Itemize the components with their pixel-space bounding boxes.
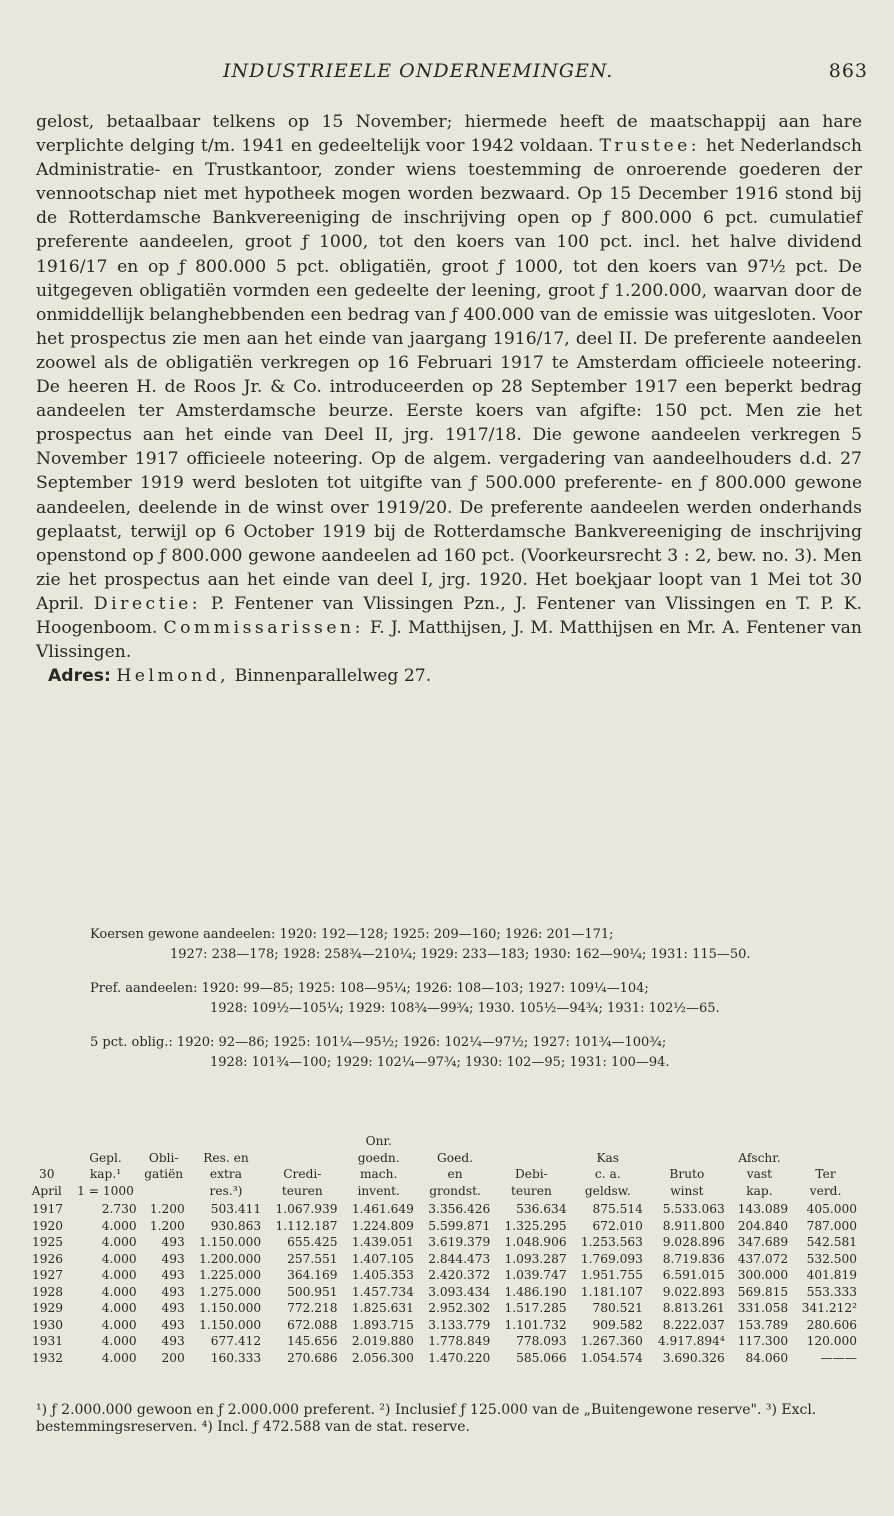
financial-table xyxy=(22,1133,860,1366)
table-header-cell xyxy=(264,1133,340,1150)
table-cell: 3.619.379 xyxy=(428,1235,491,1249)
koersen-gewone xyxy=(90,925,870,965)
row-year-cell: 1917 xyxy=(32,1202,64,1216)
table-header-cell xyxy=(791,1133,860,1150)
koersen-pref-line-1: Pref. aandeelen: 1920: 99—85; 1925: 108—95¼; 1926: 108—103; 1927: 109¼—104; xyxy=(90,981,649,996)
table-cell: 300.000 xyxy=(737,1268,789,1282)
table-cell: 1.405.353 xyxy=(351,1268,414,1282)
table-row xyxy=(22,1333,860,1350)
table-cell: 4.917.894⁴ xyxy=(657,1334,725,1348)
table-header-cell: goedn. xyxy=(357,1150,400,1165)
table-cell: 672.088 xyxy=(287,1317,338,1332)
row-year-cell: 1920 xyxy=(32,1218,64,1233)
table-cell: 2.420.372 xyxy=(428,1268,491,1282)
table-header-cell: Afschr. xyxy=(738,1150,781,1165)
table-header-cell: winst xyxy=(670,1183,704,1198)
table-cell: 331.058 xyxy=(737,1301,789,1315)
table-cell: 553.333 xyxy=(806,1284,857,1299)
table-header-cell xyxy=(646,1133,728,1150)
table-cell: 120.000 xyxy=(806,1334,857,1348)
table-header-cell: grondst. xyxy=(429,1183,481,1198)
table-cell: 1.325.295 xyxy=(504,1218,567,1233)
table-header-cell: geldsw. xyxy=(584,1183,631,1198)
table-cell: 1.112.187 xyxy=(275,1218,338,1233)
table-header-cell: Onr. xyxy=(365,1134,392,1148)
table-header-cell: verd. xyxy=(809,1183,842,1198)
directie-text: P. Fentener van Vlissingen Pzn., J. Fentener van Vlissingen en T. P. K. Hoogenboom. xyxy=(36,593,863,638)
table-cell: 4.000 xyxy=(101,1218,137,1233)
table-header-cell xyxy=(264,1150,340,1167)
row-year-cell: 1928 xyxy=(32,1284,64,1299)
table-cell: 1.181.107 xyxy=(580,1284,643,1299)
table-cell: 1.439.051 xyxy=(351,1235,414,1249)
price-history xyxy=(90,925,870,1087)
table-row xyxy=(22,1267,860,1284)
table-header-cell: Debi- xyxy=(514,1167,548,1181)
table-cell: 493 xyxy=(161,1251,185,1266)
row-year-cell: 1925 xyxy=(32,1235,64,1249)
table-cell: 1.461.649 xyxy=(351,1202,414,1216)
table-header-cell: Ter xyxy=(815,1167,836,1181)
table-cell: 153.789 xyxy=(737,1317,789,1332)
table-cell: 3.133.779 xyxy=(428,1317,491,1332)
page-number: 863 xyxy=(828,60,868,82)
table-cell: 2.952.302 xyxy=(428,1301,491,1315)
table-header-row xyxy=(22,1150,860,1167)
table-cell: 1.517.285 xyxy=(504,1301,567,1315)
body-text-b: het Nederlandsch Administratie- en Trustkantoor, zonder wiens toestemming de onroerende goederen der vennootschap niet met hypotheek mogen worden bezwaard. Op 15 December 1916 stond bij de Rotterdamsche Bankvereeniging de inschrijving open op ƒ 800.000 6 pct. cumulatief preferente aandeelen, groot ƒ 1000, tot den koers van 100 pct. incl. het halve dividend 1916/17 en op ƒ 800.000 5 pct. obligatiën, groot ƒ 1000, tot den koers van 97½ pct. De uitgegeven obligatiën vormden een gedeelte der leening, groot ƒ 1.200.000, waarvan door de onmiddellijk belanghebbenden een bedrag van ƒ 400.000 van de emissie was uitgesloten. Voor het prospectus zie men aan het einde van jaargang 1916/17, deel II. De preferente aandeelen zoowel als de obligatiën verkregen op 16 Februari 1917 te Amsterdam officieele noteering. De heeren H. de Roos Jr. & Co. introduceerden op 28 September 1917 een beperkt bedrag aandeelen ter Amsterdamsche beurze. Eerste koers van afgifte: 150 pct. Men zie het prospectus aan het einde van Deel II, jrg. 1917/18. Die gewone aandeelen verkregen 5 November 1917 officieele noteering. Op de algem. vergadering van aandeelhouders d.d. 27 September 1919 werd besloten tot uitgifte van ƒ 500.000 preferente- en ƒ 800.000 gewone aandeelen, deelende in de winst over 1919/20. De preferente aandeelen werden onderhands geplaatst, terwijl op 6 October 1919 bij de Rotterdamsche Bankvereeniging de inschrijving openstond op ƒ 800.000 gewone aandeelen ad 160 pct. (Voorkeursrecht 3 : 2, bew. no. 3). Men zie het prospectus aan het einde van deel I, jrg. 1920. Het boekjaar loopt van 1 Mei tot 30 April. xyxy=(36,136,862,614)
table-header-row xyxy=(22,1166,860,1183)
table-cell: 4.000 xyxy=(101,1251,137,1266)
table-header-cell: Kas xyxy=(596,1150,620,1165)
table-cell: 4.000 xyxy=(101,1317,137,1332)
koersen-pref xyxy=(90,979,870,1019)
table-header-cell: Goed. xyxy=(437,1150,474,1165)
table-cell: 655.425 xyxy=(287,1235,338,1249)
table-cell: 8.719.836 xyxy=(662,1251,725,1266)
table-row xyxy=(22,1317,860,1334)
table-header-cell: gatiën xyxy=(144,1167,184,1181)
table-cell: 1.893.715 xyxy=(351,1317,414,1332)
table-row xyxy=(22,1350,860,1367)
table-cell: 493 xyxy=(161,1301,185,1315)
table-cell: 569.815 xyxy=(737,1284,789,1299)
table-cell: 160.333 xyxy=(210,1350,262,1365)
table-header-cell xyxy=(71,1133,139,1150)
table-header-row xyxy=(22,1183,860,1202)
table-header-cell: Res. en xyxy=(203,1150,249,1165)
table-cell: 280.606 xyxy=(806,1317,857,1332)
adres-label: Adres: xyxy=(48,666,111,687)
table-header-cell: teuren xyxy=(281,1183,323,1198)
table-cell: 1.253.563 xyxy=(580,1235,643,1249)
table-cell: 500.951 xyxy=(287,1284,338,1299)
table-row xyxy=(22,1201,860,1218)
table-cell: 117.300 xyxy=(737,1334,789,1348)
table-cell: 493 xyxy=(161,1284,185,1299)
table-cell: 347.689 xyxy=(737,1235,789,1249)
row-year-cell: 1932 xyxy=(32,1350,64,1365)
table-cell: 3.356.426 xyxy=(428,1202,491,1216)
table-cell: 772.218 xyxy=(287,1301,338,1315)
table-cell: 1.067.939 xyxy=(275,1202,338,1216)
table-cell: 536.634 xyxy=(516,1202,567,1216)
table-header-cell xyxy=(493,1133,569,1150)
table-cell: 493 xyxy=(161,1334,185,1348)
body-paragraph xyxy=(36,110,862,688)
table-cell: 270.686 xyxy=(287,1350,338,1365)
table-cell: 4.000 xyxy=(101,1334,137,1348)
table-cell: 585.066 xyxy=(516,1350,567,1365)
table-header-cell xyxy=(493,1150,569,1167)
table-cell: 1.150.000 xyxy=(199,1235,262,1249)
table-cell: 930.863 xyxy=(210,1218,262,1233)
table-cell: 542.581 xyxy=(806,1235,857,1249)
table-cell: 2.730 xyxy=(101,1202,137,1216)
table-cell: 4.000 xyxy=(101,1284,137,1299)
row-year-cell: 1930 xyxy=(32,1317,64,1332)
table-header-cell: 1 = 1000 xyxy=(77,1183,134,1198)
table-header-cell: c. a. xyxy=(594,1167,621,1181)
table-header-cell xyxy=(417,1133,493,1150)
table-header-cell xyxy=(140,1133,188,1150)
koersen-oblig-line-2: 1928: 101¾—100; 1929: 102¼—97¾; 1930: 102—95; 1931: 100—94. xyxy=(210,1055,670,1070)
table-cell: 3.690.326 xyxy=(662,1350,725,1365)
table-cell: 204.840 xyxy=(737,1218,789,1233)
table-cell: 8.813.261 xyxy=(662,1301,725,1315)
table-cell: 1.150.000 xyxy=(199,1301,262,1315)
table-cell: 1.407.105 xyxy=(351,1251,414,1266)
table-cell: 2.844.473 xyxy=(428,1251,491,1266)
table-cell: 493 xyxy=(161,1235,185,1249)
table-cell: 1.200.000 xyxy=(199,1251,262,1266)
table-cell: 1.267.360 xyxy=(580,1334,643,1348)
table-cell: 1.769.093 xyxy=(580,1251,643,1266)
row-year-cell: 1929 xyxy=(32,1301,64,1315)
table-cell: 257.551 xyxy=(287,1251,338,1266)
table-cell: 1.093.287 xyxy=(504,1251,567,1266)
koersen-pref-line-2: 1928: 109½—105¼; 1929: 108¾—99¾; 1930. 105½—94¾; 1931: 102½—65. xyxy=(210,1001,720,1016)
table-cell: 84.060 xyxy=(745,1350,789,1365)
table-header-cell xyxy=(570,1133,646,1150)
footnotes xyxy=(36,1402,862,1436)
table-header-cell: April xyxy=(31,1183,62,1198)
table-cell: 532.500 xyxy=(806,1251,857,1266)
table-cell: 1.825.631 xyxy=(351,1301,414,1315)
adres-city: Helmond, xyxy=(116,666,230,687)
koersen-oblig xyxy=(90,1033,870,1073)
table-cell: 1.048.906 xyxy=(504,1235,567,1249)
commissarissen-text: F. J. Matthijsen, J. M. Matthijsen en Mr. A. Fentener van Vlissingen. xyxy=(36,617,862,663)
table-cell: 6.591.015 xyxy=(662,1268,725,1282)
table-cell: 2.019.880 xyxy=(351,1334,414,1348)
table-cell: 200 xyxy=(161,1350,185,1365)
table-cell: 8.222.037 xyxy=(662,1317,725,1332)
table-header-cell: extra xyxy=(209,1167,242,1181)
table-cell: 1.225.000 xyxy=(199,1268,262,1282)
table-cell: 1.486.190 xyxy=(504,1284,567,1299)
table-cell: 1.054.574 xyxy=(580,1350,643,1365)
trustee-label: Trustee: xyxy=(599,136,701,157)
table-header-cell: res.³) xyxy=(209,1183,243,1198)
table-header-cell: mach. xyxy=(359,1167,398,1181)
koersen-gewone-line-2: 1927: 238—178; 1928: 258¾—210¼; 1929: 233—183; 1930: 162—90¼; 1931: 115—50. xyxy=(170,947,751,962)
row-year-cell: 1926 xyxy=(32,1251,64,1266)
table-cell: 4.000 xyxy=(101,1350,137,1365)
table-cell: 1.150.000 xyxy=(199,1317,262,1332)
table-cell: 778.093 xyxy=(516,1334,567,1348)
table-header-cell xyxy=(646,1150,728,1167)
table-cell: 1.470.220 xyxy=(428,1350,491,1365)
table-cell: 3.093.434 xyxy=(428,1284,491,1299)
table-row xyxy=(22,1300,860,1317)
table-cell: 493 xyxy=(161,1268,185,1282)
footnote-text: ¹) ƒ 2.000.000 gewoon en ƒ 2.000.000 preferent. ²) Inclusief ƒ 125.000 van de „Buitengewone reserve". ³) Excl. bestemmingsreserven. ⁴) Incl. ƒ 472.588 van de stat. reserve. xyxy=(36,1402,817,1435)
table-cell: 875.514 xyxy=(592,1202,643,1216)
table-cell: 145.656 xyxy=(287,1334,338,1348)
table-cell: 677.412 xyxy=(210,1334,262,1348)
table-cell: 1.224.809 xyxy=(351,1218,414,1233)
table-cell: 1.039.747 xyxy=(504,1268,567,1282)
table-cell: 909.582 xyxy=(592,1317,643,1332)
table-cell: 4.000 xyxy=(101,1268,137,1282)
table-header-cell xyxy=(22,1133,71,1150)
table-header-cell xyxy=(728,1133,791,1150)
table-cell: 493 xyxy=(161,1317,185,1332)
table-header-cell: Bruto xyxy=(669,1167,705,1181)
table-header-cell: kap.¹ xyxy=(89,1167,122,1181)
table-row xyxy=(22,1218,860,1235)
table-cell: 780.521 xyxy=(592,1301,643,1315)
table-cell: 4.000 xyxy=(101,1301,137,1315)
table-header-cell: 30 xyxy=(38,1167,55,1181)
table-cell: 1.101.732 xyxy=(504,1317,567,1332)
table-cell: 405.000 xyxy=(806,1202,857,1216)
table-header-cell: kap. xyxy=(746,1183,773,1198)
table-header-cell: vast xyxy=(746,1167,773,1181)
adres-street: Binnenparallelweg 27. xyxy=(234,666,432,687)
table-cell: 1.778.849 xyxy=(428,1334,491,1348)
commissarissen-label: Commissarissen: xyxy=(163,617,364,638)
table-header-cell xyxy=(791,1150,860,1167)
section-title: INDUSTRIEELE ONDERNEMINGEN. xyxy=(223,60,614,82)
table-cell: 401.819 xyxy=(806,1268,857,1282)
table-row xyxy=(22,1251,860,1268)
table-cell: 5.533.063 xyxy=(662,1202,725,1216)
table-cell: 1.200 xyxy=(149,1202,185,1216)
table-cell: 341.212² xyxy=(801,1301,857,1315)
table-header-cell xyxy=(188,1133,264,1150)
table-cell: 9.028.896 xyxy=(662,1235,725,1249)
table-row xyxy=(22,1234,860,1251)
table-cell: 364.169 xyxy=(287,1268,338,1282)
table-header-cell: invent. xyxy=(357,1183,400,1198)
table-cell: ——— xyxy=(820,1350,857,1365)
table-header-cell: Credi- xyxy=(283,1167,322,1181)
table-cell: 1.457.734 xyxy=(351,1284,414,1299)
table-cell: 503.411 xyxy=(210,1202,262,1216)
table-cell: 8.911.800 xyxy=(662,1218,725,1233)
table-cell: 9.022.893 xyxy=(662,1284,725,1299)
table-cell: 4.000 xyxy=(101,1235,137,1249)
table-header-cell: Gepl. xyxy=(89,1150,122,1165)
table-header-cell: teuren xyxy=(510,1183,552,1198)
row-year-cell: 1931 xyxy=(32,1334,64,1348)
table-header-row xyxy=(22,1133,860,1150)
table-cell: 1.200 xyxy=(149,1218,185,1233)
table-cell: 143.089 xyxy=(737,1202,789,1216)
table-cell: 5.599.871 xyxy=(428,1218,491,1233)
table-cell: 787.000 xyxy=(806,1218,857,1233)
table-header-cell xyxy=(140,1183,188,1202)
row-year-cell: 1927 xyxy=(32,1268,64,1282)
table-header-cell: en xyxy=(447,1167,463,1181)
koersen-gewone-line-1: Koersen gewone aandeelen: 1920: 192—128; 1925: 209—160; 1926: 201—171; xyxy=(90,927,614,942)
table-cell: 1.951.755 xyxy=(580,1268,643,1282)
table-cell: 672.010 xyxy=(592,1218,643,1233)
koersen-oblig-line-1: 5 pct. oblig.: 1920: 92—86; 1925: 101¼—95½; 1926: 102¼—97½; 1927: 101¾—100¾; xyxy=(90,1035,667,1050)
table-row xyxy=(22,1284,860,1301)
table-header-cell xyxy=(22,1150,71,1167)
table-cell: 2.056.300 xyxy=(351,1350,414,1365)
table-cell: 1.275.000 xyxy=(199,1284,262,1299)
table-cell: 437.072 xyxy=(737,1251,789,1266)
body-text-a: gelost, betaalbaar telkens op 15 November; hiermede heeft de maatschappij aan hare verplichte delging t/m. 1941 en gedeeltelijk voor 1942 voldaan. xyxy=(36,112,862,157)
table-header-cell: Obli- xyxy=(148,1150,179,1165)
directie-label: Directie: xyxy=(93,593,202,614)
